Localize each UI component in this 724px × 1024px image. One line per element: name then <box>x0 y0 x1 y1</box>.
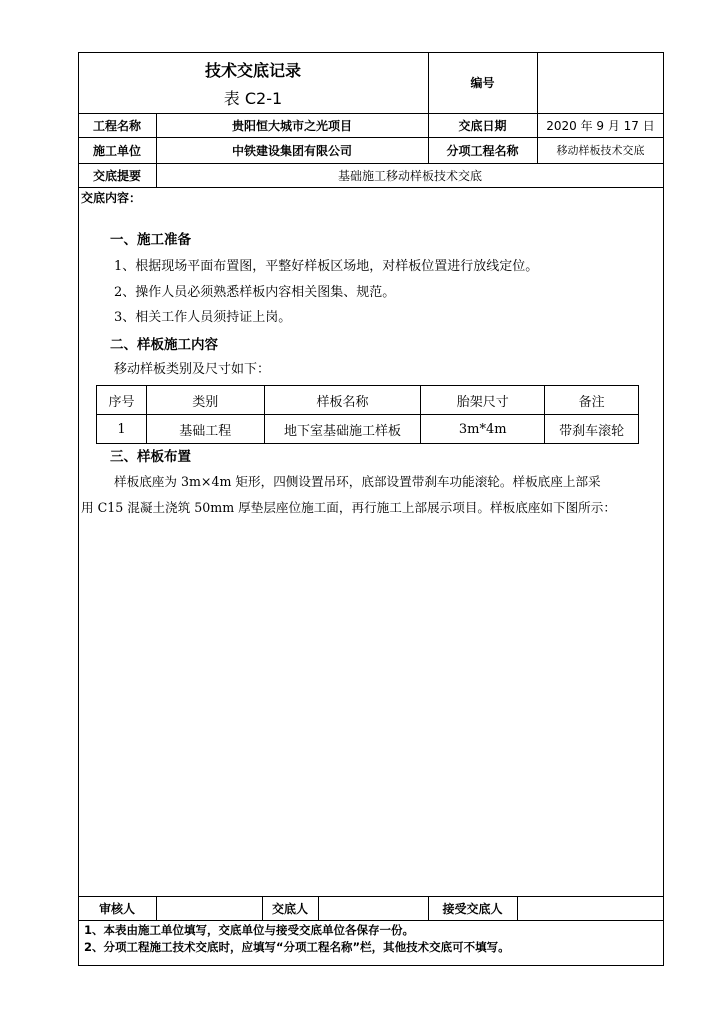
receiver-label: 接受交底人 <box>442 901 503 916</box>
discloser-label: 交底人 <box>271 901 308 916</box>
s1-item-3: 3、相关工作人员须持证上岗。 <box>114 310 292 325</box>
section1-title: 一、施工准备 <box>110 232 191 248</box>
table-row <box>97 415 639 444</box>
section2-title: 二、样板施工内容 <box>110 337 218 353</box>
s1-item-1: 1、根据现场平面布置图，平整好样板区场地，对样板位置进行放线定位。 <box>114 259 539 274</box>
reviewer-label: 审核人 <box>98 901 135 916</box>
summary-label: 交底提要 <box>92 168 141 183</box>
section3-title: 三、样板布置 <box>110 449 191 465</box>
receiver-field[interactable] <box>517 896 664 920</box>
table-cell: 基础工程 <box>146 415 264 444</box>
s3-line-2: 用 C15 混凝土浇筑 50mm 厚垫层座位施工面，再行施工上部展示项目。样板底座如下图所示： <box>81 500 616 515</box>
col-header: 胎架尺寸 <box>421 386 545 415</box>
col-header: 样板名称 <box>264 386 421 415</box>
form-number: 表 C2-1 <box>223 88 283 108</box>
footer-note-2: 2、分项工程施工技术交底时，应填写“分项工程名称”栏，其他技术交底可不填写。 <box>84 940 510 954</box>
table-cell: 地下室基础施工样板 <box>264 415 421 444</box>
col-header: 类别 <box>146 386 264 415</box>
col-header: 序号 <box>97 386 147 415</box>
date-label: 交底日期 <box>458 118 507 133</box>
project-label: 工程名称 <box>92 118 141 133</box>
content-label: 交底内容： <box>81 191 142 205</box>
grid-line <box>78 187 664 188</box>
summary-value[interactable]: 基础施工移动样板技术交底 <box>337 168 482 183</box>
table-cell: 带刹车滚轮 <box>545 415 639 444</box>
sample-table <box>96 385 639 444</box>
number-label: 编号 <box>470 76 495 90</box>
table-cell: 1 <box>97 415 147 444</box>
date-value[interactable]: 2020 年 9 月 17 日 <box>546 118 655 133</box>
project-value[interactable]: 贵阳恒大城市之光项目 <box>231 118 352 133</box>
subproject-label: 分项工程名称 <box>446 143 519 158</box>
col-header: 备注 <box>545 386 639 415</box>
unit-value[interactable]: 中铁建设集团有限公司 <box>231 143 352 158</box>
unit-label: 施工单位 <box>92 143 141 158</box>
number-value[interactable] <box>537 52 664 113</box>
reviewer-field[interactable] <box>156 896 262 920</box>
footer-note-1: 1、本表由施工单位填写，交底单位与接受交底单位各保存一份。 <box>84 923 414 937</box>
s3-line-1: 样板底座为 3m×4m 矩形，四侧设置吊环，底部设置带刹车功能滚轮。样板底座上部采 <box>114 474 601 489</box>
grid-line <box>78 920 664 921</box>
table-cell: 3m*4m <box>421 415 545 444</box>
subproject-value[interactable]: 移动样板技术交底 <box>556 144 645 157</box>
s2-intro: 移动样板类别及尺寸如下： <box>114 362 271 377</box>
page-title: 技术交底记录 <box>204 60 301 80</box>
discloser-field[interactable] <box>318 896 428 920</box>
s1-item-2: 2、操作人员必须熟悉样板内容相关图集、规范。 <box>114 285 396 300</box>
table-header-row <box>97 386 639 415</box>
